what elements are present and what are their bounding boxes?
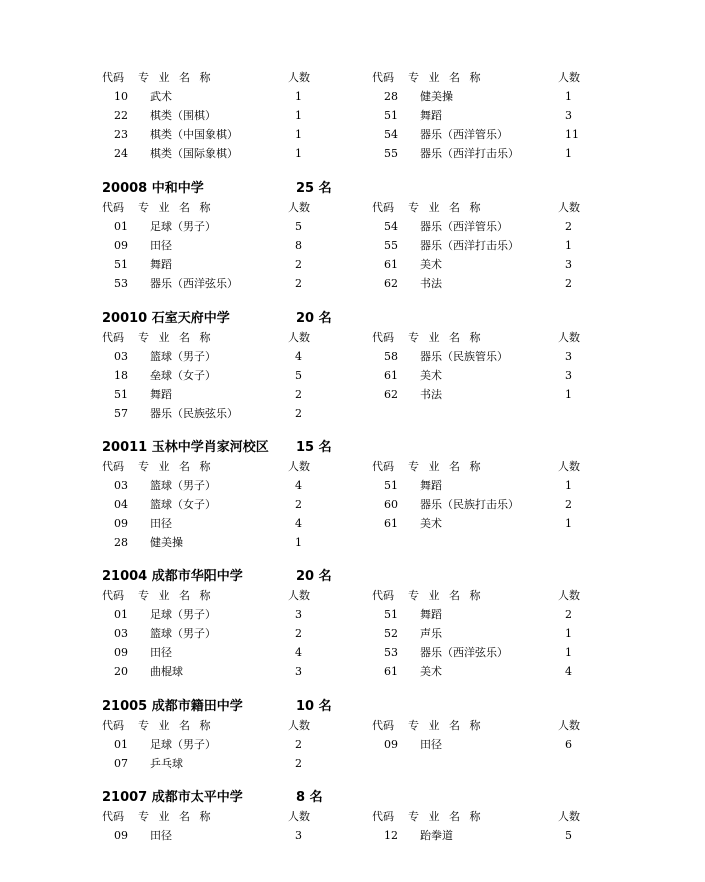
header-name: 专 业 名 称 <box>408 460 484 473</box>
row-code: 12 <box>384 829 398 842</box>
row-count: 5 <box>295 220 302 233</box>
row-name: 器乐（民族弦乐） <box>150 407 238 420</box>
header-name: 专 业 名 称 <box>408 331 484 344</box>
table-row <box>372 347 672 366</box>
row-code: 04 <box>114 498 128 511</box>
table-row <box>102 476 402 495</box>
row-count: 2 <box>295 407 302 420</box>
school-title <box>102 568 332 586</box>
row-code: 18 <box>114 369 128 382</box>
row-code: 01 <box>114 738 128 751</box>
column-right <box>372 198 672 293</box>
header-code: 代码 <box>372 201 394 214</box>
table-row <box>102 125 402 144</box>
table-row <box>372 125 672 144</box>
table-row <box>102 274 402 293</box>
table-row <box>372 735 672 754</box>
header-code: 代码 <box>102 460 124 473</box>
header-count: 人数 <box>288 331 310 344</box>
header-name: 专 业 名 称 <box>138 460 214 473</box>
row-name: 器乐（西洋管乐） <box>420 128 508 141</box>
row-count: 3 <box>565 350 572 363</box>
row-code: 09 <box>114 646 128 659</box>
table-row <box>372 476 672 495</box>
table-row <box>372 236 672 255</box>
row-code: 23 <box>114 128 128 141</box>
school-name: 21004 成都市华阳中学 <box>102 569 243 584</box>
header-count: 人数 <box>558 589 580 602</box>
column-header <box>372 68 672 87</box>
row-code: 51 <box>384 109 398 122</box>
row-name: 美术 <box>420 258 442 271</box>
row-count: 2 <box>565 608 572 621</box>
row-code: 51 <box>114 258 128 271</box>
row-code: 03 <box>114 479 128 492</box>
row-name: 垒球（女子） <box>150 369 216 382</box>
row-name: 器乐（民族管乐） <box>420 350 508 363</box>
table-row <box>102 255 402 274</box>
row-code: 51 <box>384 479 398 492</box>
column-header <box>102 328 402 347</box>
row-code: 62 <box>384 277 398 290</box>
row-count: 8 <box>295 239 302 252</box>
row-count: 3 <box>565 109 572 122</box>
row-code: 54 <box>384 128 398 141</box>
header-code: 代码 <box>372 810 394 823</box>
row-name: 舞蹈 <box>150 258 172 271</box>
row-code: 07 <box>114 757 128 770</box>
table-row <box>372 366 672 385</box>
column-header <box>372 586 672 605</box>
row-count: 4 <box>565 665 572 678</box>
row-name: 书法 <box>420 388 442 401</box>
row-count: 2 <box>295 277 302 290</box>
header-code: 代码 <box>372 71 394 84</box>
header-name: 专 业 名 称 <box>408 589 484 602</box>
column-right <box>372 68 672 163</box>
school-title <box>102 439 332 457</box>
row-name: 足球（男子） <box>150 608 216 621</box>
row-count: 5 <box>295 369 302 382</box>
column-header <box>102 68 402 87</box>
header-code: 代码 <box>102 719 124 732</box>
row-count: 6 <box>565 738 572 751</box>
table-row <box>102 754 402 773</box>
row-name: 田径 <box>420 738 442 751</box>
table-row <box>372 385 672 404</box>
column-left <box>102 328 402 423</box>
table-row <box>102 624 402 643</box>
table-row <box>102 366 402 385</box>
column-header <box>102 586 402 605</box>
row-name: 器乐（民族打击乐） <box>420 498 519 511</box>
column-right <box>372 457 672 533</box>
row-count: 3 <box>565 369 572 382</box>
header-count: 人数 <box>288 201 310 214</box>
column-header <box>102 807 402 826</box>
row-count: 1 <box>565 627 572 640</box>
row-code: 53 <box>114 277 128 290</box>
row-count: 2 <box>295 627 302 640</box>
header-count: 人数 <box>558 201 580 214</box>
school-name: 20008 中和中学 <box>102 181 204 196</box>
row-code: 28 <box>384 90 398 103</box>
table-row <box>102 533 402 552</box>
header-count: 人数 <box>288 589 310 602</box>
row-name: 棋类（国际象棋） <box>150 147 238 160</box>
row-name: 器乐（西洋打击乐） <box>420 239 519 252</box>
row-count: 3 <box>295 829 302 842</box>
row-count: 1 <box>565 147 572 160</box>
column-left <box>102 457 402 552</box>
header-name: 专 业 名 称 <box>408 719 484 732</box>
row-code: 58 <box>384 350 398 363</box>
row-name: 器乐（西洋管乐） <box>420 220 508 233</box>
school-title <box>102 180 332 198</box>
row-code: 60 <box>384 498 398 511</box>
column-header <box>372 457 672 476</box>
row-code: 01 <box>114 220 128 233</box>
row-code: 61 <box>384 258 398 271</box>
row-code: 03 <box>114 350 128 363</box>
column-right <box>372 328 672 404</box>
row-name: 棋类（中国象棋） <box>150 128 238 141</box>
row-name: 武术 <box>150 90 172 103</box>
row-name: 舞蹈 <box>420 479 442 492</box>
row-name: 器乐（西洋弦乐） <box>420 646 508 659</box>
school-quota: 20 名 <box>296 311 332 326</box>
row-name: 美术 <box>420 517 442 530</box>
school-name: 20010 石室天府中学 <box>102 311 230 326</box>
row-name: 美术 <box>420 369 442 382</box>
row-count: 3 <box>295 608 302 621</box>
row-count: 4 <box>295 517 302 530</box>
row-code: 57 <box>114 407 128 420</box>
table-row <box>372 514 672 533</box>
row-name: 书法 <box>420 277 442 290</box>
row-count: 1 <box>295 536 302 549</box>
row-code: 03 <box>114 627 128 640</box>
row-code: 09 <box>114 829 128 842</box>
header-count: 人数 <box>558 810 580 823</box>
row-name: 舞蹈 <box>420 608 442 621</box>
row-code: 54 <box>384 220 398 233</box>
table-row <box>102 347 402 366</box>
row-name: 器乐（西洋弦乐） <box>150 277 238 290</box>
row-count: 3 <box>295 665 302 678</box>
row-count: 1 <box>295 90 302 103</box>
row-code: 09 <box>114 517 128 530</box>
row-count: 11 <box>565 128 579 141</box>
table-row <box>372 605 672 624</box>
row-code: 55 <box>384 239 398 252</box>
row-count: 1 <box>565 646 572 659</box>
row-code: 61 <box>384 517 398 530</box>
column-right <box>372 586 672 681</box>
row-name: 篮球（男子） <box>150 479 216 492</box>
row-code: 62 <box>384 388 398 401</box>
row-count: 3 <box>565 258 572 271</box>
column-left <box>102 68 402 163</box>
column-right <box>372 807 672 845</box>
header-code: 代码 <box>372 719 394 732</box>
header-count: 人数 <box>558 460 580 473</box>
row-name: 田径 <box>150 829 172 842</box>
row-code: 09 <box>114 239 128 252</box>
row-code: 51 <box>114 388 128 401</box>
school-quota: 15 名 <box>296 440 332 455</box>
table-row <box>102 236 402 255</box>
row-count: 1 <box>565 239 572 252</box>
row-name: 舞蹈 <box>420 109 442 122</box>
header-name: 专 业 名 称 <box>408 810 484 823</box>
header-name: 专 业 名 称 <box>138 201 214 214</box>
row-count: 1 <box>295 128 302 141</box>
header-count: 人数 <box>288 810 310 823</box>
header-code: 代码 <box>102 201 124 214</box>
column-header <box>102 198 402 217</box>
column-header <box>372 328 672 347</box>
column-right <box>372 716 672 754</box>
header-count: 人数 <box>558 71 580 84</box>
row-name: 足球（男子） <box>150 738 216 751</box>
column-left <box>102 807 402 845</box>
row-code: 09 <box>384 738 398 751</box>
table-row <box>102 735 402 754</box>
header-count: 人数 <box>558 719 580 732</box>
column-header <box>102 457 402 476</box>
school-title <box>102 789 323 807</box>
table-row <box>102 662 402 681</box>
school-title <box>102 698 332 716</box>
table-row <box>102 144 402 163</box>
row-count: 2 <box>295 258 302 271</box>
row-code: 20 <box>114 665 128 678</box>
row-count: 2 <box>295 738 302 751</box>
table-row <box>102 385 402 404</box>
header-name: 专 业 名 称 <box>138 719 214 732</box>
header-name: 专 业 名 称 <box>138 810 214 823</box>
school-quota: 8 名 <box>296 790 323 805</box>
header-name: 专 业 名 称 <box>138 589 214 602</box>
row-code: 51 <box>384 608 398 621</box>
table-row <box>102 404 402 423</box>
row-code: 52 <box>384 627 398 640</box>
school-quota: 25 名 <box>296 181 332 196</box>
table-row <box>372 662 672 681</box>
row-code: 22 <box>114 109 128 122</box>
row-name: 跆拳道 <box>420 829 453 842</box>
row-name: 器乐（西洋打击乐） <box>420 147 519 160</box>
header-code: 代码 <box>372 589 394 602</box>
table-row <box>102 495 402 514</box>
row-count: 2 <box>565 277 572 290</box>
row-count: 1 <box>565 90 572 103</box>
row-code: 28 <box>114 536 128 549</box>
column-left <box>102 586 402 681</box>
row-count: 4 <box>295 350 302 363</box>
row-name: 健美操 <box>150 536 183 549</box>
row-name: 篮球（男子） <box>150 350 216 363</box>
row-name: 田径 <box>150 646 172 659</box>
row-name: 棋类（围棋） <box>150 109 216 122</box>
row-name: 足球（男子） <box>150 220 216 233</box>
header-name: 专 业 名 称 <box>138 71 214 84</box>
row-name: 曲棍球 <box>150 665 183 678</box>
row-code: 01 <box>114 608 128 621</box>
row-count: 4 <box>295 479 302 492</box>
header-count: 人数 <box>288 71 310 84</box>
table-row <box>102 87 402 106</box>
row-name: 田径 <box>150 517 172 530</box>
table-row <box>372 106 672 125</box>
table-row <box>102 217 402 236</box>
header-name: 专 业 名 称 <box>408 201 484 214</box>
row-count: 4 <box>295 646 302 659</box>
school-name: 21005 成都市籍田中学 <box>102 699 243 714</box>
row-code: 53 <box>384 646 398 659</box>
row-name: 篮球（男子） <box>150 627 216 640</box>
school-name: 21007 成都市太平中学 <box>102 790 243 805</box>
row-count: 5 <box>565 829 572 842</box>
table-row <box>102 605 402 624</box>
row-name: 美术 <box>420 665 442 678</box>
table-row <box>372 255 672 274</box>
table-row <box>372 144 672 163</box>
row-name: 舞蹈 <box>150 388 172 401</box>
row-count: 1 <box>295 147 302 160</box>
header-name: 专 业 名 称 <box>408 71 484 84</box>
table-row <box>372 495 672 514</box>
table-row <box>372 274 672 293</box>
row-count: 2 <box>295 388 302 401</box>
table-row <box>372 87 672 106</box>
column-left <box>102 198 402 293</box>
table-row <box>102 106 402 125</box>
table-row <box>372 217 672 236</box>
header-code: 代码 <box>372 460 394 473</box>
table-row <box>372 624 672 643</box>
header-count: 人数 <box>288 460 310 473</box>
header-code: 代码 <box>372 331 394 344</box>
row-code: 61 <box>384 665 398 678</box>
row-code: 10 <box>114 90 128 103</box>
header-code: 代码 <box>102 331 124 344</box>
row-name: 田径 <box>150 239 172 252</box>
row-name: 篮球（女子） <box>150 498 216 511</box>
column-header <box>102 716 402 735</box>
table-row <box>372 643 672 662</box>
row-count: 2 <box>295 757 302 770</box>
table-row <box>102 826 402 845</box>
column-left <box>102 716 402 773</box>
header-code: 代码 <box>102 71 124 84</box>
row-count: 2 <box>295 498 302 511</box>
column-header <box>372 807 672 826</box>
school-quota: 20 名 <box>296 569 332 584</box>
school-quota: 10 名 <box>296 699 332 714</box>
row-code: 61 <box>384 369 398 382</box>
header-code: 代码 <box>102 810 124 823</box>
row-count: 1 <box>565 388 572 401</box>
row-code: 55 <box>384 147 398 160</box>
column-header <box>372 198 672 217</box>
row-count: 1 <box>565 479 572 492</box>
table-row <box>372 826 672 845</box>
row-count: 1 <box>295 109 302 122</box>
header-count: 人数 <box>288 719 310 732</box>
row-count: 2 <box>565 220 572 233</box>
school-name: 20011 玉林中学肖家河校区 <box>102 440 269 455</box>
header-code: 代码 <box>102 589 124 602</box>
column-header <box>372 716 672 735</box>
table-row <box>102 514 402 533</box>
row-name: 乒乓球 <box>150 757 183 770</box>
row-count: 2 <box>565 498 572 511</box>
school-title <box>102 310 332 328</box>
row-name: 声乐 <box>420 627 442 640</box>
row-name: 健美操 <box>420 90 453 103</box>
table-row <box>102 643 402 662</box>
header-name: 专 业 名 称 <box>138 331 214 344</box>
row-count: 1 <box>565 517 572 530</box>
row-code: 24 <box>114 147 128 160</box>
header-count: 人数 <box>558 331 580 344</box>
